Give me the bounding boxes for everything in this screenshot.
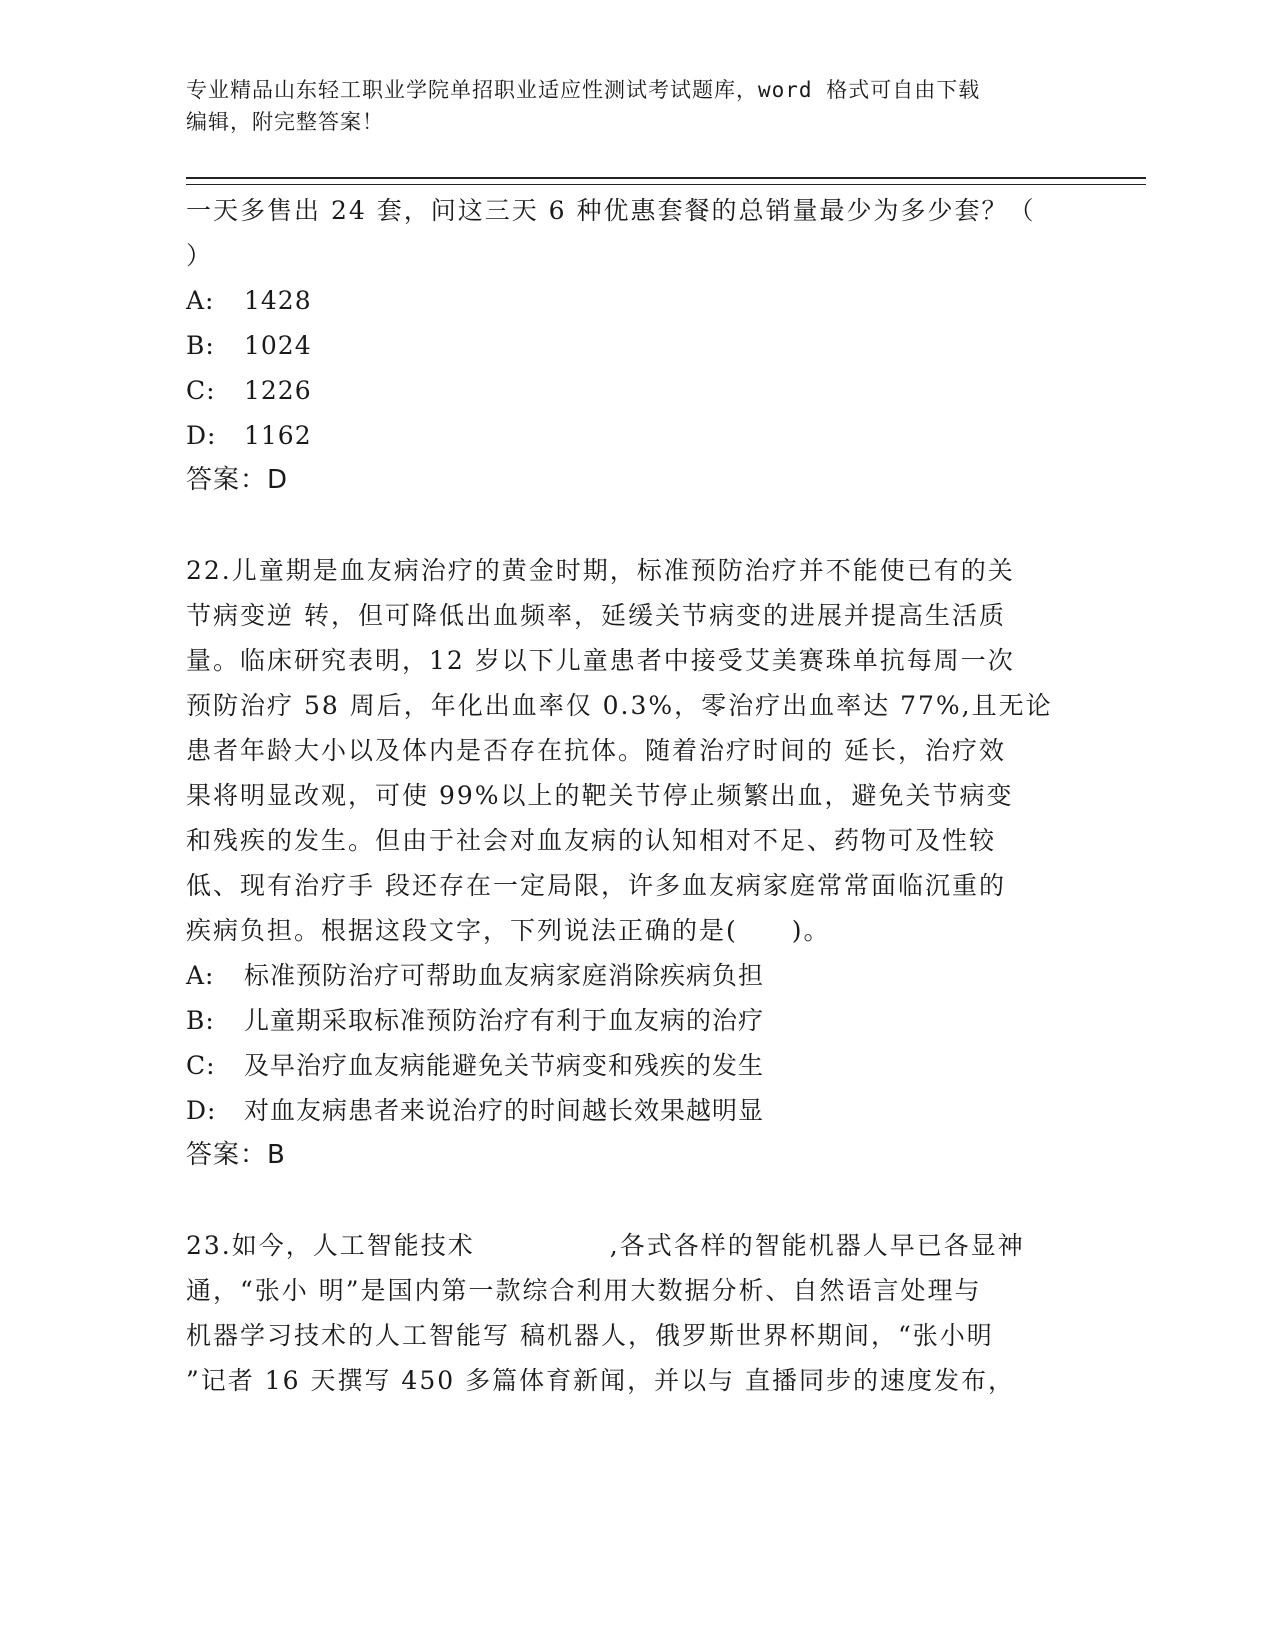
answer: 答案：D: [186, 465, 289, 495]
question-content: [186, 188, 1066, 1403]
option-c: [186, 1043, 1066, 1088]
question-text-line: 果将明显改观，可使 99%以上的靶关节停止频繁出血，避免关节病变: [186, 781, 1014, 810]
option-label: D:: [186, 1096, 217, 1125]
question-text-line: ”记者 16 天撰写 450 多篇体育新闻，并以与 直播同步的速度发布，: [186, 1366, 1016, 1395]
option-text: 对血友病患者来说治疗的时间越长效果越明显: [244, 1096, 765, 1125]
question-text-line: 患者年龄大小以及体内是否存在抗体。随着治疗时间的 延长，治疗效: [186, 736, 1006, 765]
question-text-line: 和残疾的发生。但由于社会对血友病的认知相对不足、药物可及性较: [186, 826, 997, 855]
header-divider-thin: [186, 184, 1146, 185]
question-22: [186, 548, 1066, 1178]
question-text-line: 疾病负担。根据这段文字，下列说法正确的是( )。: [186, 916, 831, 945]
question-text-line: 22.儿童期是血友病治疗的黄金时期，标准预防治疗并不能使已有的关: [186, 556, 1015, 585]
option-text: 1162: [244, 421, 312, 450]
answer: 答案：B: [186, 1140, 286, 1170]
option-d: [186, 1088, 1066, 1133]
header-divider-thick: [186, 177, 1146, 179]
header-line-2: 编辑，附完整答案！: [186, 110, 384, 134]
question-text-line: 通，“张小 明”是国内第一款综合利用大数据分析、自然语言处理与: [186, 1276, 982, 1305]
option-label: A:: [186, 961, 215, 990]
option-label: A:: [186, 286, 215, 315]
option-label: C:: [186, 1051, 216, 1080]
question-text-line: 节病变逆 转，但可降低出血频率，延缓关节病变的进展并提高生活质: [186, 601, 1006, 630]
option-a: [186, 953, 1066, 998]
option-b: [186, 323, 1066, 368]
option-text: 1024: [244, 331, 312, 360]
option-b: [186, 998, 1066, 1043]
option-text: 及早治疗血友病能避免关节病变和残疾的发生: [244, 1051, 765, 1080]
option-label: C:: [186, 376, 216, 405]
question-text-line: 23.如今，人工智能技术 ,各式各样的智能机器人早已各显神: [186, 1231, 1025, 1260]
option-d: [186, 413, 1066, 458]
option-a: [186, 278, 1066, 323]
header-line-1: 专业精品山东轻工职业学院单招职业适应性测试考试题库，word 格式可自由下载: [186, 78, 981, 102]
document-header: [186, 74, 1066, 138]
question-text-line: ）: [186, 241, 214, 270]
question-21: [186, 188, 1066, 503]
question-23: [186, 1223, 1066, 1403]
question-text-line: 一天多售出 24 套，问这三天 6 种优惠套餐的总销量最少为多少套？（: [186, 196, 1036, 225]
question-text-line: 机器学习技术的人工智能写 稿机器人，俄罗斯世界杯期间，“张小明: [186, 1321, 994, 1350]
question-text-line: 预防治疗 58 周后，年化出血率仅 0.3%，零治疗出血率达 77%,且无论: [186, 691, 1053, 720]
question-text-line: 量。临床研究表明，12 岁以下儿童患者中接受艾美赛珠单抗每周一次: [186, 646, 1015, 675]
option-label: D:: [186, 421, 217, 450]
option-text: 标准预防治疗可帮助血友病家庭消除疾病负担: [244, 961, 765, 990]
option-text: 1226: [244, 376, 312, 405]
option-label: B:: [186, 331, 215, 360]
question-text-line: 低、现有治疗手 段还存在一定局限，许多血友病家庭常常面临沉重的: [186, 871, 1006, 900]
option-label: B:: [186, 1006, 215, 1035]
option-text: 儿童期采取标准预防治疗有利于血友病的治疗: [244, 1006, 765, 1035]
option-c: [186, 368, 1066, 413]
option-text: 1428: [244, 286, 312, 315]
